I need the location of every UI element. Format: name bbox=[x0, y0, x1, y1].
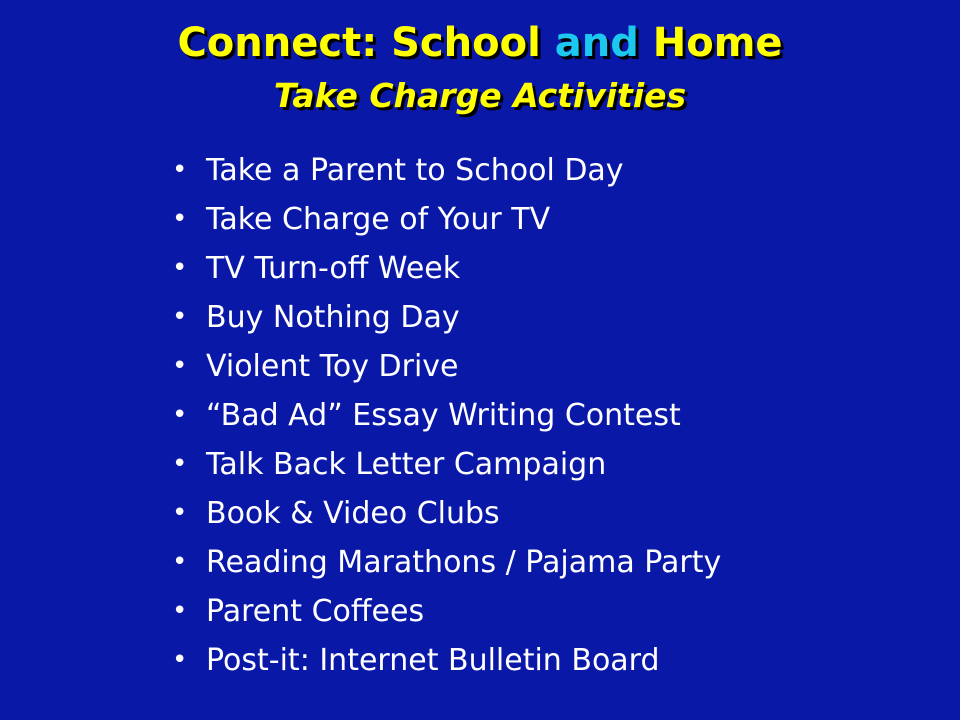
title-part-home: Home bbox=[638, 20, 783, 66]
bullet-icon: • bbox=[172, 351, 188, 381]
bullet-icon: • bbox=[172, 155, 188, 185]
bullet-icon: • bbox=[172, 596, 188, 626]
list-item-text: “Bad Ad” Essay Writing Contest bbox=[206, 398, 681, 433]
list-item-text: Post-it: Internet Bulletin Board bbox=[206, 643, 660, 678]
bullet-icon: • bbox=[172, 400, 188, 430]
title-part-and: and bbox=[554, 20, 639, 66]
list-item-text: Parent Coffees bbox=[206, 594, 425, 629]
slide-subtitle: Take Charge Activities bbox=[273, 76, 687, 115]
list-item-text: Reading Marathons / Pajama Party bbox=[206, 545, 722, 580]
list-item-text: Buy Nothing Day bbox=[206, 300, 460, 335]
list-item-text: Talk Back Letter Campaign bbox=[206, 447, 607, 482]
bullet-icon: • bbox=[172, 498, 188, 528]
bullet-icon: • bbox=[172, 302, 188, 332]
bullet-icon: • bbox=[172, 547, 188, 577]
title-part-school: Connect: School bbox=[177, 20, 555, 66]
list-item-text: Book & Video Clubs bbox=[206, 496, 500, 531]
slide-title bbox=[0, 18, 960, 68]
list-item-text: Take Charge of Your TV bbox=[206, 202, 551, 237]
list-item-text: Violent Toy Drive bbox=[206, 349, 459, 384]
list-item-text: Take a Parent to School Day bbox=[206, 153, 624, 188]
bullet-icon: • bbox=[172, 645, 188, 675]
bullet-icon: • bbox=[172, 253, 188, 283]
list-item-text: TV Turn-off Week bbox=[206, 251, 461, 286]
bullet-icon: • bbox=[172, 449, 188, 479]
bullet-icon: • bbox=[172, 204, 188, 234]
